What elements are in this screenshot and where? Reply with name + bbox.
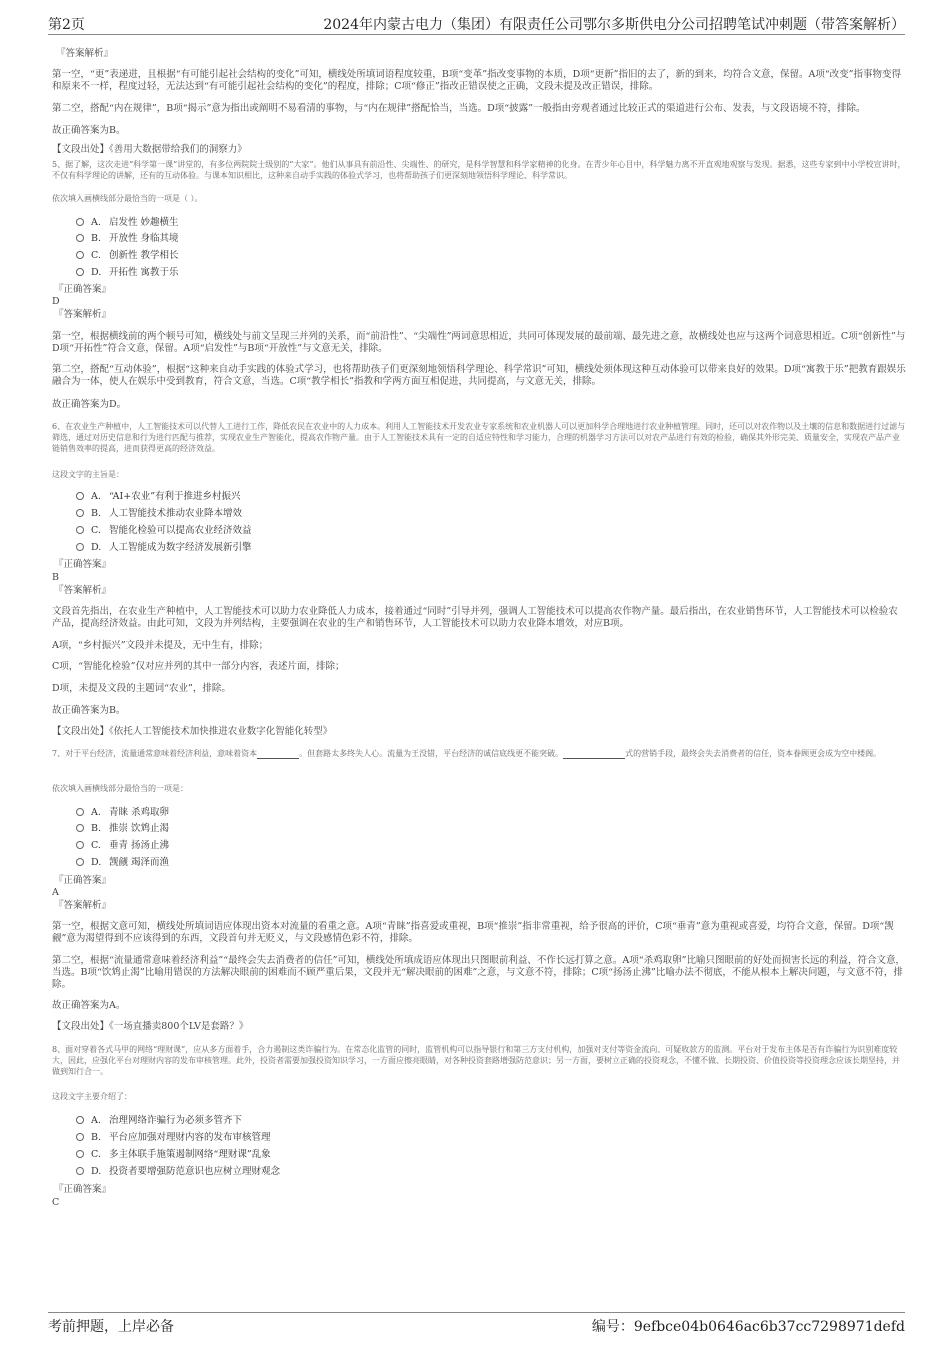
q5-prompt: 依次填入画横线部分最恰当的一项是（ ）。 xyxy=(52,194,203,203)
radio-icon[interactable] xyxy=(76,251,84,259)
q5-answer-label: 『正确答案』 xyxy=(54,284,112,295)
page-header xyxy=(48,14,905,35)
q7-stem: 7、对于平台经济，流量通常意味着经济利益，意味着资本 。但套路太多终失人心。流量为王没错，平台经济的诚信底线更不能突破。 式的营销手段，最终会失去消费者的信任，资本眷顾更会成为空中楼阁。 xyxy=(52,749,882,758)
fill-blank-2 xyxy=(563,749,625,759)
page-number: 第2页 xyxy=(48,17,85,33)
q8-option-b[interactable]: B. 平台应加强对理财内容的发布审核管理 xyxy=(76,1132,271,1144)
q6-analysis-p1: 文段首先指出，在农业生产种植中，人工智能技术可以助力农业降低人力成本，接着通过“同时”引导并列，强调人工智能技术可以提高农作物产量。最后指出，在农业销售环节，人工智能技术可以检验农产品，提高经济效益。由此可知，文段为并列结构，主要强调在农业的生产和销售环节，人工智能技术可以助力农业降本增效，对应B项。 xyxy=(52,606,898,629)
q7-conclusion: 故正确答案为A。 xyxy=(52,1000,126,1011)
q4-analysis-label: 『答案解析』 xyxy=(56,48,114,59)
q6-analysis-pc: C项，“智能化检验”仅对应并列的其中一部分内容，表述片面，排除； xyxy=(52,661,345,672)
q7-option-c[interactable]: C. 垂青 扬汤止沸 xyxy=(76,840,169,852)
footer-slogan: 考前押题，上岸必备 xyxy=(48,1319,174,1335)
q7-option-a[interactable]: A. 青睐 杀鸡取卵 xyxy=(76,807,169,819)
q7-analysis-label: 『答案解析』 xyxy=(54,900,112,911)
q7-option-b[interactable]: B. 推崇 饮鸩止渴 xyxy=(76,823,169,835)
radio-icon[interactable] xyxy=(76,543,84,551)
q6-conclusion: 故正确答案为B。 xyxy=(52,705,126,716)
q6-analysis-pa: A项，“乡村振兴”文段并未提及，无中生有，排除； xyxy=(52,640,269,651)
q4-source: 【文段出处】《善用大数据带给我们的洞察力》 xyxy=(52,144,247,155)
q8-option-a[interactable]: A. 治理网络诈骗行为必须多管齐下 xyxy=(76,1115,242,1127)
radio-icon[interactable] xyxy=(76,841,84,849)
q8-answer-label: 『正确答案』 xyxy=(54,1184,112,1195)
q5-analysis-label: 『答案解析』 xyxy=(54,309,112,320)
q4-conclusion: 故正确答案为B。 xyxy=(52,125,126,136)
q6-stem: 6、在农业生产种植中，人工智能技术可以代替人工进行工作，降低农民在农业中的人力成本。利用人工智能技术开发农业专家系统和农业机器人可以更加科学合理地进行农业种植管理。同时，还可以对农作物以及土壤的信息和数据进行过滤与筛选，通过对历史信息和行为进行匹配与推荐，实现农业生产智能化，提高农作物产量。由于人工智能技术具有一定的自适应特性和学习能力，合理的机器学习方法可以对农产品进行有效的检验，确保其外形完美、质量安全，实现农产品产业链销售效率的提高，进而获得更高的经济效益。 xyxy=(52,422,906,453)
document-title: 2024年内蒙古电力（集团）有限责任公司鄂尔多斯供电分公司招聘笔试冲刺题（带答案解析） xyxy=(323,17,905,33)
q6-answer: B xyxy=(52,572,59,583)
radio-icon[interactable] xyxy=(76,858,84,866)
q5-stem: 5、据了解，这次走进“科学第一课”讲堂的，有多位两院院士级别的“大家”。他们从事具有前沿性、尖端性、的研究，是科学智慧和科学家精神的化身。在青少年心目中，科学魅力离不开直观地观察与发现。据悉，这些专家到中小学校宣讲时，不仅有科学理论的讲解，还有的互动体验。与课本知识相比，这种来自动手实践的体验式学习，也将帮助孩子们更深刻地领悟科学理论、科学常识。 xyxy=(52,160,906,180)
q7-analysis-p2: 第二空，根据“流量通常意味着经济利益”“最终会失去消费者的信任”可知，横线处所填成语应体现出只图眼前利益、不作长远打算之意。A项“杀鸡取卵”比喻只图眼前的好处而损害长远的利益，符合文意，当选。B项“饮鸩止渴”比喻用错误的方法解决眼前的困难而不顾严重后果，文段并无“解决眼前的困难”之意，与文意不符，排除；C项“扬汤止沸”比喻办法不彻底，不能从根本上解决问题，与文意不符，排除。 xyxy=(52,955,906,990)
page-footer xyxy=(48,1312,905,1335)
q8-answer: C xyxy=(52,1197,60,1208)
q6-option-b[interactable]: B. 人工智能技术推动农业降本增效 xyxy=(76,508,242,520)
q5-option-b[interactable]: B. 开放性 身临其境 xyxy=(76,233,179,245)
q5-option-a[interactable]: A. 启发性 妙趣横生 xyxy=(76,217,179,229)
q6-source: 【文段出处】《依托人工智能技术加快推进农业数字化智能化转型》 xyxy=(52,726,333,737)
q6-analysis-label: 『答案解析』 xyxy=(54,585,112,596)
q5-answer: D xyxy=(52,296,60,307)
radio-icon[interactable] xyxy=(76,526,84,534)
q7-answer: A xyxy=(52,887,59,898)
radio-icon[interactable] xyxy=(76,1133,84,1141)
radio-icon[interactable] xyxy=(76,268,84,276)
q7-option-d[interactable]: D. 觊觎 竭泽而渔 xyxy=(76,857,169,869)
fill-blank-1 xyxy=(257,749,299,759)
q5-option-c[interactable]: C. 创新性 教学相长 xyxy=(76,250,179,262)
q5-analysis-p1: 第一空，根据横线前的两个顿号可知，横线处与前文呈现三并列的关系，而“前沿性”、“尖端性”两词意思相近，共同可体现发展的最前端、最先进之意，故横线处也应与这两个词意思相近。C项“创新性”与D项“开拓性”符合文意，保留。A项“启发性”与B项“开放性”与文意无关，排除。 xyxy=(52,331,906,354)
q5-analysis-p2: 第二空，搭配“互动体验”，根据“这种来自动手实践的体验式学习，也将帮助孩子们更深刻地领悟科学理论、科学常识”可知，横线处须体现这种互动体验可以带来良好的效果。D项“寓教于乐”把教育跟娱乐融合为一体，使人在娱乐中受到教育，符合文意，当选。C项“教学相长”指教和学两方面互相促进，共同提高，与文意无关，排除。 xyxy=(52,364,906,387)
q6-option-a[interactable]: A. “AI+农业”有利于推进乡村振兴 xyxy=(76,491,241,503)
q6-prompt: 这段文字的主旨是： xyxy=(52,470,124,479)
radio-icon[interactable] xyxy=(76,824,84,832)
q6-option-d[interactable]: D. 人工智能成为数字经济发展新引擎 xyxy=(76,542,252,554)
q7-analysis-p1: 第一空，根据文意可知，横线处所填词语应体现出资本对流量的看重之意。A项“青睐”指喜爱或重视，B项“推崇”指非常重视，给予很高的评价，C项“垂青”意为重视或喜爱，均符合文意，保留。D项“觊觎”意为渴望得到不应该得到的东西，文段首句并无贬义，与文段感情色彩不符，排除。 xyxy=(52,921,894,944)
radio-icon[interactable] xyxy=(76,218,84,226)
q5-conclusion: 故正确答案为D。 xyxy=(52,399,127,410)
q8-option-d[interactable]: D. 投资者要增强防范意识也应树立理财观念 xyxy=(76,1166,280,1178)
q7-answer-label: 『正确答案』 xyxy=(54,875,112,886)
q6-analysis-pd: D项，未提及文段的主题词“农业”，排除。 xyxy=(52,683,231,694)
radio-icon[interactable] xyxy=(76,1167,84,1175)
q7-source: 【文段出处】《一场直播卖800个LV是套路？》 xyxy=(52,1021,249,1032)
q8-prompt: 这段文字主要介绍了： xyxy=(52,1092,132,1101)
radio-icon[interactable] xyxy=(76,509,84,517)
document-id: 编号：9efbce04b0646ac6b37cc7298971defd xyxy=(591,1319,905,1335)
q4-analysis-p2: 第二空，搭配“内在规律”，B项“揭示”意为指出或阐明不易看清的事物，与“内在规律”搭配恰当，当选。D项“披露”一般指由旁观者通过比较正式的渠道进行公布、发表，与文段语境不符，排除。 xyxy=(52,103,866,114)
q5-option-d[interactable]: D. 开拓性 寓教于乐 xyxy=(76,267,179,279)
radio-icon[interactable] xyxy=(76,492,84,500)
radio-icon[interactable] xyxy=(76,1116,84,1124)
q4-analysis-p1: 第一空，“更”表递进，且根据“有可能引起社会结构的变化”可知，横线处所填词语程度较重，B项“变革”指改变事物的本质，D项“更新”指旧的去了，新的到来，均符合文意，保留。A项“改变”指事物变得和原来不一样，程度过轻，无法达到“有可能引起社会结构的变化”的程度，排除；C项“修正”指改正错误使之正确，文段未提及改正错误，排除。 xyxy=(52,69,902,92)
q6-answer-label: 『正确答案』 xyxy=(54,559,112,570)
q8-option-c[interactable]: C. 多主体联手施策遏制网络“理财课”乱象 xyxy=(76,1149,271,1161)
q8-stem: 8、面对穿着各式马甲的网络“理财课”，应从多方面着手，合力遏制这类诈骗行为。在常态化监管的同时，监管机构可以指导银行和第三方支付机构，加强对支付等资金流向、可疑收款方的监测。平台对于发布主体是否有诈骗行为识别难度较大，因此，应强化平台对理财内容的发布审核管理。此外，投资者需要加强投资知识学习，一方面应擦亮眼睛，对各种投资套路增强防范意识；另一方面，要树立正确的投资观念，不懂不做、长期投资、价值投资等投资理念应该长期坚持，并做到知行合一。 xyxy=(52,1045,900,1076)
radio-icon[interactable] xyxy=(76,808,84,816)
radio-icon[interactable] xyxy=(76,234,84,242)
radio-icon[interactable] xyxy=(76,1150,84,1158)
q6-option-c[interactable]: C. 智能化检验可以提高农业经济效益 xyxy=(76,525,252,537)
q7-prompt: 依次填入画横线部分最恰当的一项是： xyxy=(52,784,188,793)
